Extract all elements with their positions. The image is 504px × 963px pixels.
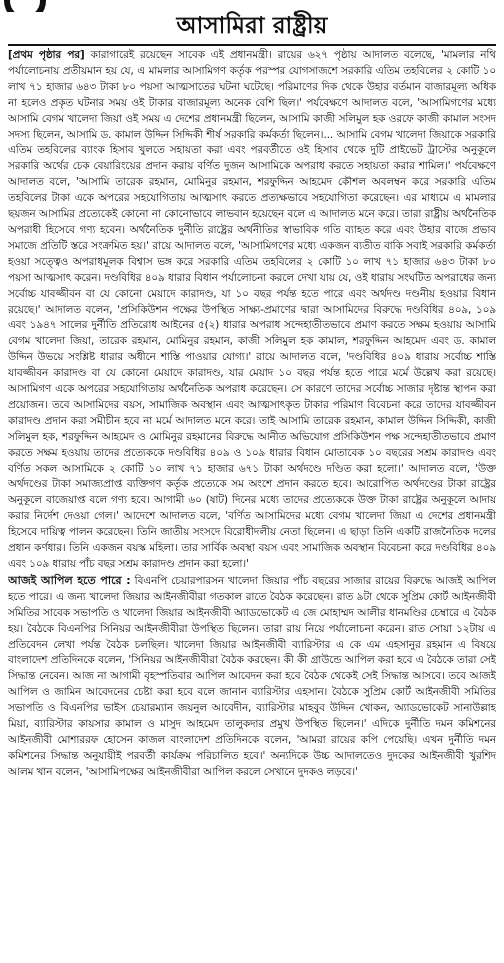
paragraph-2-text: বিএনপি চেয়ারপারসন খালেদা জিয়ার পাঁচ বছরের সাজার রায়ের বিরুদ্ধে আজই আপিল হতে পারে। এ জন্য খালেদা জিয়ার আইনজীবীরা গতকাল রাতে বৈঠক করেছেন। রাত ৯টা থেকে সুপ্রিম কোর্ট আইনজীবী সমিতির সাবেক সভাপতি ও খালেদা জিয়ার আইনজীবী অ্যাডভোকেট এ জে মোহাম্মদ আলীর ধানমণ্ডির চেম্বারে এ বৈঠক হয়। বৈঠকে বিএনপির সিনিয়র আইনজীবীরা উপস্থিত ছিলেন। তারা রায় নিয়ে পর্যালোচনা করেন। রাত সোয়া ১২টায় এ প্রতিবেদন লেখা পর্যন্ত বৈঠক চলছিল। খালেদা জিয়ার আইনজীবী ব্যারিস্টার এ কে এম এহসানুর রহমান এ বিষয়ে বাংলাদেশ প্রতিদিনকে বলেন, 'সিনিয়র আইনজীবীরা বৈঠক করছেন। কী কী গ্রাউন্ডে আপিল করা হবে এ বৈঠকে তারা সেই সিদ্ধান্ত নেবেন। আজ না আগামী বৃহস্পতিবার আপিল আবেদন করা হবে বৈঠক থেকেই সেই সিদ্ধান্ত আসবে। তবে আজই আপিল ও জামিন আবেদনের চেষ্টা করা হবে বলে জানান ব্যারিস্টার এহসান। বৈঠকে সুপ্রিম কোর্ট আইনজীবী সমিতির সভাপতি ও বিএনপির ভাইস চেয়ারম্যান জয়নুল আবেদীন, ব্যারিস্টার মাহবুব উদ্দিন খোকন, অ্যাডভোকেট সানাউল্লাহ মিয়া, ব্যারিস্টার কায়সার কামাল ও মাসুদ আহমেদ তালুকদার প্রমুখ উপস্থিত ছিলেন।' এদিকে দুর্নীতি দমন কমিশনের আইনজীবী মোশাররফ হোসেন কাজল বাংলাদেশ প্রতিদিনকে বলেন, 'আমরা রায়ের কপি পেয়েছি। এখন দুর্নীতি দমন কমিশনের সিদ্ধান্ত অনুযায়ীই পরবর্তী কার্যক্রম পরিচালিত হবে।' অন্যদিকে উচ্চ আদালতেও দুদকের আইনজীবী খুরশিদ আলম খান বলেন, 'আসামিপক্ষের আইনজীবীরা আপিল করলে সেখানে দুদকও লড়বে।' [8, 574, 496, 778]
body-paragraph-2 [8, 573, 496, 781]
cropped-glyph [4, 0, 46, 12]
article-body [8, 48, 496, 956]
headline-rule [8, 44, 496, 46]
body-paragraph-1 [8, 48, 496, 573]
previous-article-fragment [0, 0, 504, 12]
paragraph-1-text: কারাগারেই রয়েছেন সাবেক এই প্রধানমন্ত্রী। রায়ের ৬২৭ পৃষ্ঠায় আদালত বলেছে, 'মামলার নথি পর্যালোচনায় প্রতীয়মান হয় যে, এ মামলার আসামিগণ কর্তৃক পরস্পর যোগসাজশে সরকারি এতিম তহবিলের ২ কোটি ১০ লাখ ৭১ হাজার ৬৪৩ টাকা ৮০ পয়সা আত্মসাতের ঘটনা ঘটেছে। পরিমাণের দিক থেকে উহার বর্তমান বাজারমূল্য অধিক না হলেও প্রকৃত ঘটনার সময় ওই টাকার বাজারমূল্য অনেক বেশি ছিল।' পর্যবেক্ষণে আদালত বলে, 'আসামিগণের মধ্যে আসামি বেগম খালেদা জিয়া ওই সময় এ দেশের প্রধানমন্ত্রী ছিলেন, আসামি কাজী সলিমুল হক ওরফে কাজী কামাল সংসদ সদস্য ছিলেন, আসামি ড. কামাল উদ্দিন সিদ্দিকী শীর্ষ সরকারি কর্মকর্তা ছিলেন।... আসামি বেগম খালেদা জিয়াকে সরকারি এতিম তহবিলের ব্যাংক হিসাব খুলতে সহায়তা করা এবং পরবর্তীতে ওই হিসাব থেকে দুটি প্রাইভেট ট্রাস্টের অনুকূলে সরকারি অর্থের চেক বেয়ারিংয়ের প্রদান করায় বর্ণিত দুজন আসামিকে অপরাধ করতে সহায়তা করার শামিল।' পর্যবেক্ষণে আদালত বলে, 'আসামি তারেক রহমান, মোমিনুর রহমান, শরফুদ্দিন আহমেদ কৌশল অবলম্বন করে সরকারি এতিম তহবিলের টাকা একে অপরের সহযোগিতায় আত্মসাৎ করতে প্রত্যক্ষভাবে সহযোগিতা করেছেন। এর মাধ্যমে এ মামলার ছয়জন আসামির প্রত্যেকেই কোনো না কোনোভাবে লাভবান হয়েছেন বলে এ আদালত মনে করে। তারা রাষ্ট্রীয় অর্থনৈতিক অপরাধী হিসেবে গণ্য হবেন। অর্থনৈতিক দুর্নীতি রাষ্ট্রের অর্থনীতির স্বাভাবিক গতি ব্যাহত করে এবং উহার বাজে প্রভাব সমাজে প্রতিটি স্তরে সংক্রমিত হয়।' রায়ে আদালত বলে, 'আসামিগণের মধ্যে একজন ব্যতীত বাকি সবাই সরকারি কর্মকর্তা হওয়া সত্ত্বেও অপরাধমূলক বিশ্বাস ভঙ্গ করে সরকারি এতিম তহবিলের ২ কোটি ১০ লাখ ৭১ হাজার ৬৪৩ টাকা ৮০ পয়সা আত্মসাৎ করেন। দণ্ডবিধির ৪০৯ ধারার বিধান পর্যালোচনা করলে দেখা যায় যে, ওই ধারায় সংঘটিত অপরাধের জন্য সর্বোচ্চ যাবজ্জীবন বা যে কোনো মেয়াদে কারাদণ্ড, যা ১০ বছর পর্যন্ত হতে পারে এবং অর্থদণ্ড দণ্ডনীয় হওয়ার বিধান রয়েছে।' আদালত বলেন, 'প্রসিকিউশন পক্ষের উপস্থিত সাক্ষ্য-প্রমাণের দ্বারা আসামিদের বিরুদ্ধে দণ্ডবিধির ৪০৯, ১০৯ এবং ১৯৪৭ সালের দুর্নীতি প্রতিরোধ আইনের ৫(২) ধারার অপরাধ সন্দেহাতীতভাবে প্রমাণ করতে সক্ষম হওয়ায় আসামি বেগম খালেদা জিয়া, তারেক রহমান, মোমিনুর রহমান, কাজী সলিমুল হক কামাল, শরফুদ্দিন আহমেদ এবং ড. কামাল উদ্দিন উভয়ে সংশ্লিষ্ট ধারার অধীনে শাস্তি পাওয়ার যোগ্য।' রায়ে আদালত বলে, 'দণ্ডবিধির ৪০৯ ধারায় সর্বোচ্চ শাস্তি যাবজ্জীবন কারাদণ্ড বা যে কোনো মেয়াদে কারাদণ্ড, যার মেয়াদ ১০ বছর পর্যন্ত হতে পারে মর্মে উল্লেখ করা রয়েছে। আসামিগণ একে অপরের সহযোগিতায় অর্থনৈতিক অপরাধ করেছেন। সে কারণে তাদের সর্বোচ্চ সাজার দৃষ্টান্ত স্থাপন করা প্রয়োজন। তবে আসামিদের বয়স, সামাজিক অবস্থান এবং আত্মসাৎকৃত টাকার পরিমাণ বিবেচনা করে তাদের যাবজ্জীবন কারাদণ্ড প্রদান করা সমীচীন হবে না মর্মে আদালত মনে করে। তাই আসামি তারেক রহমান, কামাল উদ্দিন সিদ্দিকী, কাজী সলিমুল হক, শরফুদ্দিন আহমেদ ও মোমিনুর রহমানের বিরুদ্ধে আনীত অভিযোগ প্রসিকিউশন পক্ষ সন্দেহাতীতভাবে প্রমাণ করতে সক্ষম হওয়ায় তাদের প্রত্যেককে দণ্ডবিধির ৪০৯ ও ১০৯ ধারার বিধান মোতাবেক ১০ বছরের সশ্রম কারাদণ্ড এবং বর্ণিত সকল আসামিকে ২ কোটি ১০ লাখ ৭১ হাজার ৬৭১ টাকা অর্থদণ্ডে দণ্ডিত করা হলো।' আদালত বলে, 'উক্ত অর্থদণ্ডের টাকা সমাজ্যপ্রাপ্ত ব্যক্তিগণ কর্তৃক প্রত্যেকে সম অংশে প্রদান করতে হবে। আরোপিত অর্থদণ্ডের টাকা রাষ্ট্রের অনুকূলে বাজেয়াপ্ত বলে গণ্য হবে। আগামী ৬০ (ষাট) দিনের মধ্যে তাদের প্রত্যেককে উক্ত টাকা রাষ্ট্রের অনুকূলে আদায় করার নির্দেশ দেওয়া গেল।' আদেশে আদালত বলে, 'বর্ণিত আসামিদের মধ্যে বেগম খালেদা জিয়া এ দেশের প্রধানমন্ত্রী হিসেবে দায়িত্ব পালন করেছেন। তিনি জাতীয় সংসদে বিরোধীদলীয় নেতা ছিলেন। এ ছাড়া তিনি একটি রাজনৈতিক দলের প্রধান কর্ণধার। তিনি একজন বয়স্ক মহিলা। তার সার্বিক অবস্থা বয়স এবং সামাজিক অবস্থান বিবেচনা করে দণ্ডবিধির ৪০৯ এবং ১০৯ ধারায় পাঁচ বছর সশ্রম কারাদণ্ড প্রদান করা হলো।' [8, 49, 496, 570]
subheading-appeal: আজই আপিল হতে পারে : [8, 573, 131, 587]
article-headline: আসামিরা রাষ্ট্রীয় [176, 12, 328, 39]
continuation-tag: [প্রথম পৃষ্ঠার পর] [8, 49, 85, 61]
